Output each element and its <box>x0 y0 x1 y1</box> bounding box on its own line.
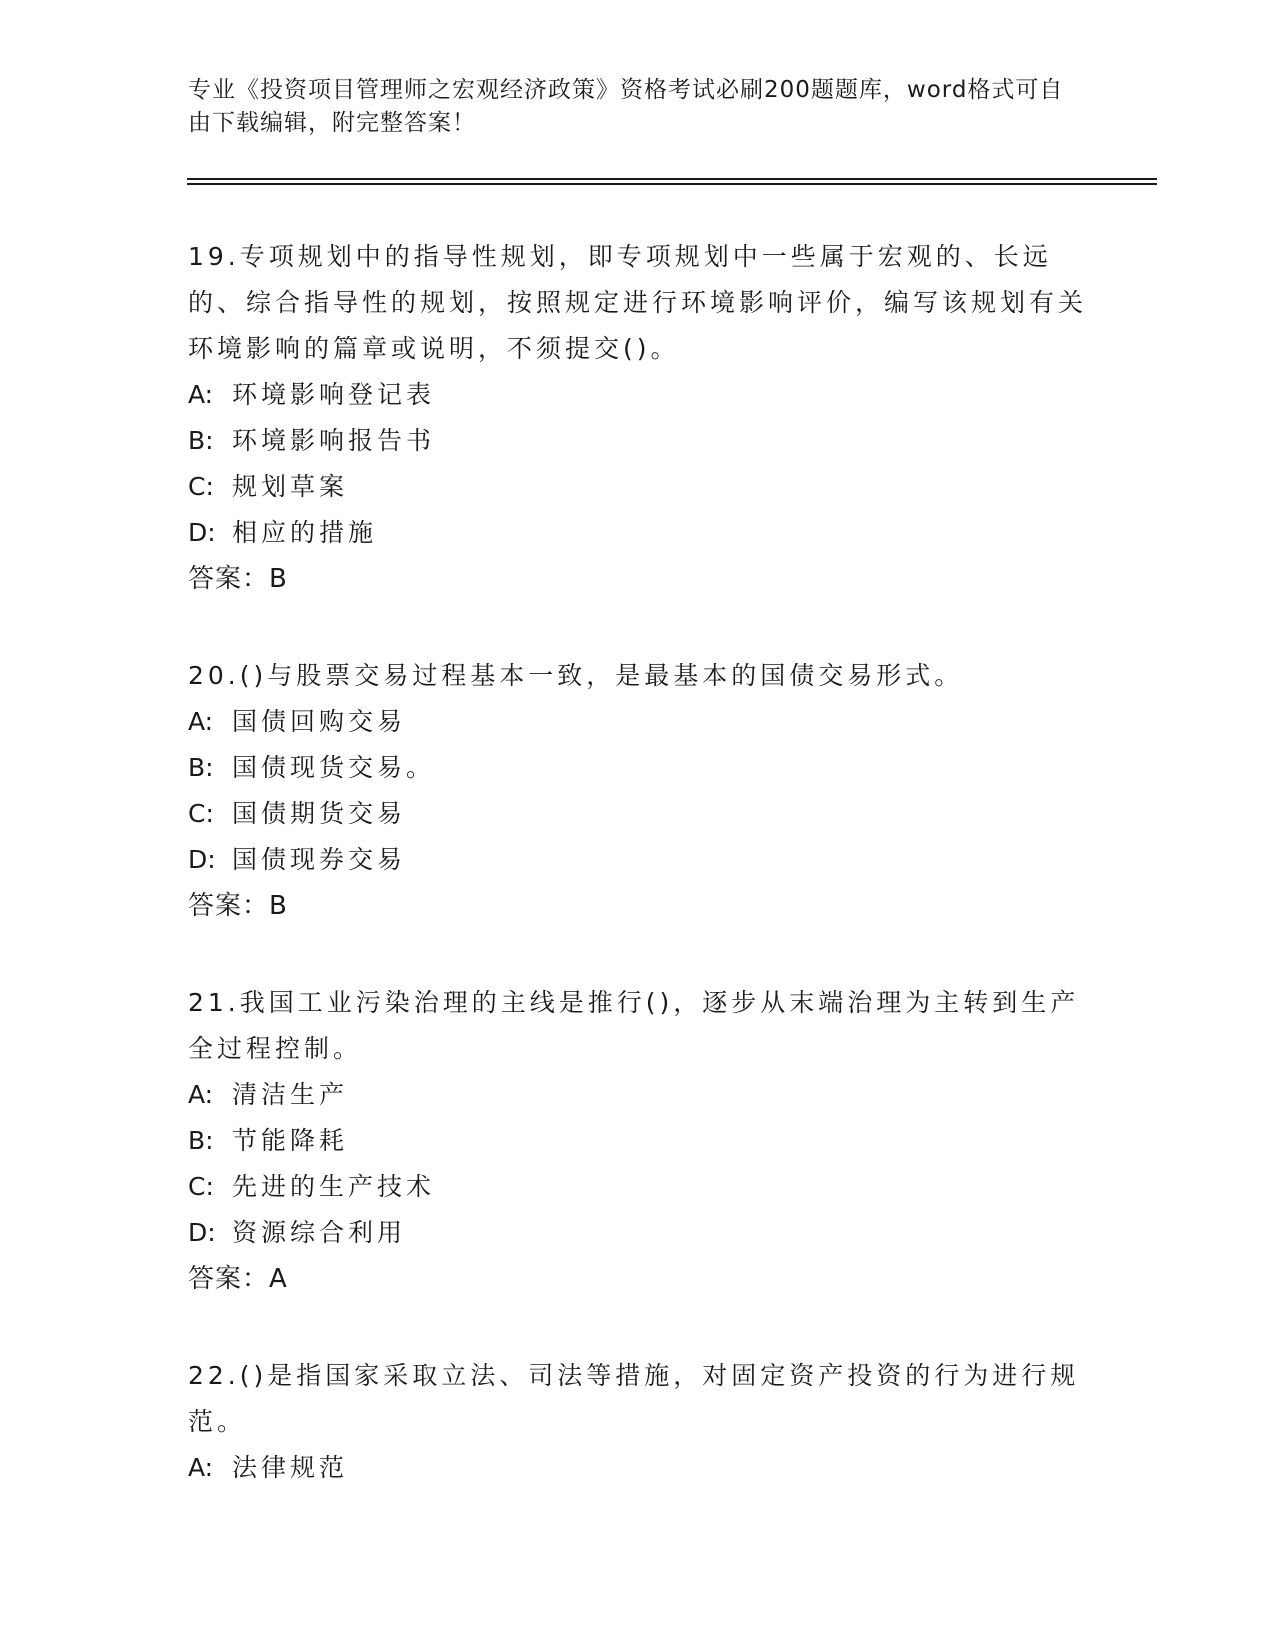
answer-line: 答案：A <box>188 1264 288 1294</box>
option-b <box>188 1118 1088 1164</box>
option-letter: D: <box>188 1218 216 1247</box>
option-a <box>188 1072 1088 1118</box>
option-text: 国债现券交易 <box>232 845 407 874</box>
option-text: 环境影响登记表 <box>232 380 436 409</box>
document-header: 专业《投资项目管理师之宏观经济政策》资格考试必刷200题题库，word格式可自由下载编辑，附完整答案！ <box>188 77 1064 136</box>
question-20 <box>188 653 1088 929</box>
option-text: 规划草案 <box>232 472 349 501</box>
question-list <box>188 234 1088 1542</box>
option-letter: C: <box>188 472 214 501</box>
header-divider-top <box>187 178 1157 180</box>
option-letter: C: <box>188 1172 214 1201</box>
option-a <box>188 699 1088 745</box>
question-stem: 19.专项规划中的指导性规划，即专项规划中一些属于宏观的、长远的、综合指导性的规划，按照规定进行环境影响评价，编写该规划有关环境影响的篇章或说明，不须提交()。 <box>188 242 1088 363</box>
option-letter: A: <box>188 380 214 409</box>
option-d <box>188 1210 1088 1256</box>
option-text: 节能降耗 <box>232 1126 349 1155</box>
option-letter: B: <box>188 753 214 782</box>
answer-line: 答案：B <box>188 891 288 921</box>
option-text: 国债期货交易 <box>232 799 407 828</box>
question-stem: 21.我国工业污染治理的主线是推行()，逐步从末端治理为主转到生产全过程控制。 <box>188 988 1080 1063</box>
option-letter: B: <box>188 1126 214 1155</box>
question-19 <box>188 234 1088 602</box>
option-letter: D: <box>188 518 216 547</box>
option-a <box>188 1445 1088 1491</box>
question-22 <box>188 1353 1088 1491</box>
option-text: 资源综合利用 <box>232 1218 407 1247</box>
option-b <box>188 418 1088 464</box>
answer-line: 答案：B <box>188 564 288 594</box>
option-letter: C: <box>188 799 214 828</box>
header-divider-bottom <box>187 183 1157 185</box>
option-letter: A: <box>188 1080 214 1109</box>
option-d <box>188 510 1088 556</box>
option-a <box>188 372 1088 418</box>
option-c <box>188 1164 1088 1210</box>
option-text: 国债现货交易。 <box>232 753 436 782</box>
option-c <box>188 464 1088 510</box>
option-letter: B: <box>188 426 214 455</box>
option-text: 法律规范 <box>232 1453 349 1482</box>
option-text: 清洁生产 <box>232 1080 349 1109</box>
option-letter: A: <box>188 1453 214 1482</box>
option-b <box>188 745 1088 791</box>
question-stem: 20.()与股票交易过程基本一致，是最基本的国债交易形式。 <box>188 661 964 690</box>
option-letter: D: <box>188 845 216 874</box>
option-text: 相应的措施 <box>232 518 378 547</box>
option-text: 国债回购交易 <box>232 707 407 736</box>
option-c <box>188 791 1088 837</box>
option-d <box>188 837 1088 883</box>
question-21 <box>188 980 1088 1302</box>
question-stem: 22.()是指国家采取立法、司法等措施，对固定资产投资的行为进行规范。 <box>188 1361 1080 1436</box>
option-text: 环境影响报告书 <box>232 426 436 455</box>
option-letter: A: <box>188 707 214 736</box>
option-text: 先进的生产技术 <box>232 1172 436 1201</box>
